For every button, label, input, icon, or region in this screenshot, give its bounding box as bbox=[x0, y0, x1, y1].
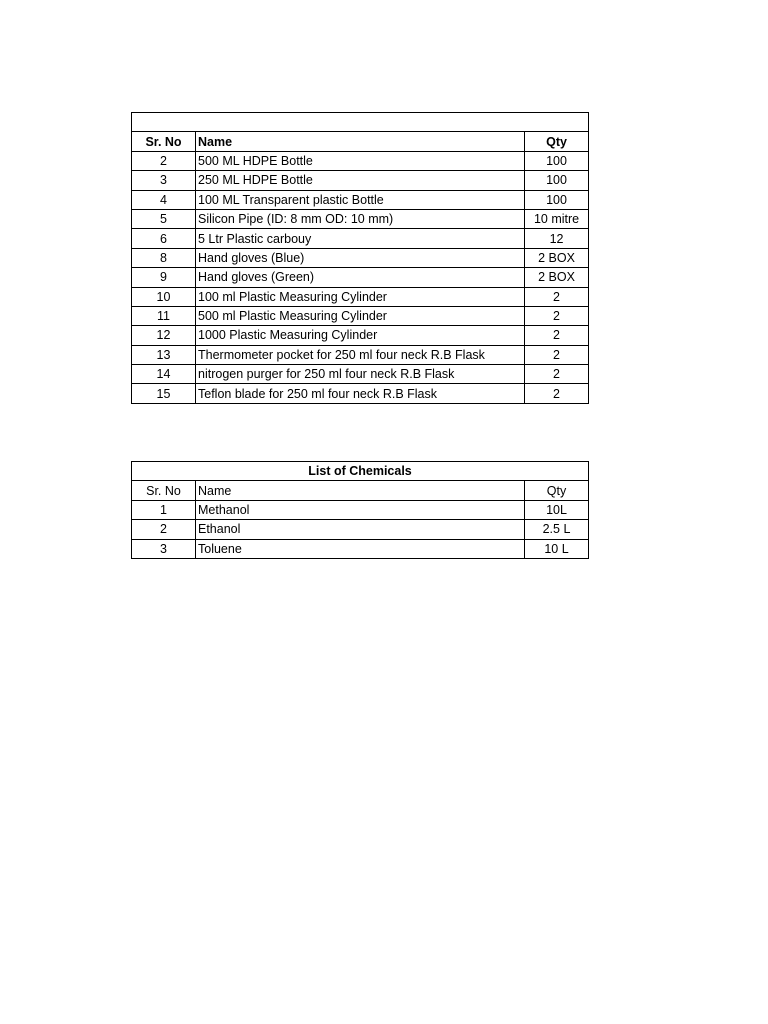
cell-sr-no: 13 bbox=[132, 345, 196, 364]
cell-name: 1000 Plastic Measuring Cylinder bbox=[196, 326, 525, 345]
cell-sr-no: 11 bbox=[132, 306, 196, 325]
table-row bbox=[132, 365, 589, 384]
chemicals-table bbox=[131, 461, 589, 559]
table-row bbox=[132, 248, 589, 267]
header-sr-no: Sr. No bbox=[132, 481, 196, 500]
header-name: Name bbox=[196, 481, 525, 500]
cell-qty: 2 bbox=[525, 365, 589, 384]
cell-name: Silicon Pipe (ID: 8 mm OD: 10 mm) bbox=[196, 209, 525, 228]
equipment-table bbox=[131, 112, 589, 404]
cell-qty: 2 BOX bbox=[525, 248, 589, 267]
cell-qty: 10 L bbox=[525, 539, 589, 558]
cell-sr-no: 8 bbox=[132, 248, 196, 267]
header-sr-no: Sr. No bbox=[132, 132, 196, 151]
header-qty: Qty bbox=[525, 132, 589, 151]
chemicals-table-title-row bbox=[132, 462, 589, 481]
cell-name: Methanol bbox=[196, 500, 525, 519]
table-row bbox=[132, 268, 589, 287]
cell-name: 5 Ltr Plastic carbouy bbox=[196, 229, 525, 248]
cell-name: Hand gloves (Blue) bbox=[196, 248, 525, 267]
cell-qty: 100 bbox=[525, 171, 589, 190]
cell-qty: 12 bbox=[525, 229, 589, 248]
table-row bbox=[132, 384, 589, 403]
header-name: Name bbox=[196, 132, 525, 151]
cell-qty: 10L bbox=[525, 500, 589, 519]
cell-qty: 10 mitre bbox=[525, 209, 589, 228]
table-row bbox=[132, 190, 589, 209]
equipment-table-header-row bbox=[132, 132, 589, 151]
cell-sr-no: 9 bbox=[132, 268, 196, 287]
cell-qty: 2 bbox=[525, 287, 589, 306]
cell-qty: 2.5 L bbox=[525, 520, 589, 539]
table-row bbox=[132, 229, 589, 248]
chemicals-table-title: List of Chemicals bbox=[132, 462, 589, 481]
cell-name: 500 ml Plastic Measuring Cylinder bbox=[196, 306, 525, 325]
cell-name: 100 ml Plastic Measuring Cylinder bbox=[196, 287, 525, 306]
cell-name: Ethanol bbox=[196, 520, 525, 539]
cell-sr-no: 3 bbox=[132, 539, 196, 558]
table-row bbox=[132, 345, 589, 364]
cell-name: Thermometer pocket for 250 ml four neck R.B Flask bbox=[196, 345, 525, 364]
table-row bbox=[132, 209, 589, 228]
cell-name: 100 ML Transparent plastic Bottle bbox=[196, 190, 525, 209]
cell-sr-no: 15 bbox=[132, 384, 196, 403]
cell-name: Hand gloves (Green) bbox=[196, 268, 525, 287]
cell-sr-no: 2 bbox=[132, 520, 196, 539]
cell-sr-no: 1 bbox=[132, 500, 196, 519]
cell-qty: 100 bbox=[525, 151, 589, 170]
equipment-table-title-row bbox=[132, 113, 589, 132]
cell-sr-no: 5 bbox=[132, 209, 196, 228]
table-row bbox=[132, 151, 589, 170]
chemicals-table-header-row bbox=[132, 481, 589, 500]
cell-sr-no: 10 bbox=[132, 287, 196, 306]
cell-sr-no: 14 bbox=[132, 365, 196, 384]
cell-name: Toluene bbox=[196, 539, 525, 558]
cell-sr-no: 2 bbox=[132, 151, 196, 170]
cell-qty: 2 bbox=[525, 384, 589, 403]
cell-qty: 2 bbox=[525, 306, 589, 325]
cell-qty: 100 bbox=[525, 190, 589, 209]
table-row bbox=[132, 326, 589, 345]
cell-sr-no: 6 bbox=[132, 229, 196, 248]
cell-sr-no: 3 bbox=[132, 171, 196, 190]
cell-name: 500 ML HDPE Bottle bbox=[196, 151, 525, 170]
table-row bbox=[132, 287, 589, 306]
cell-name: nitrogen purger for 250 ml four neck R.B Flask bbox=[196, 365, 525, 384]
cell-sr-no: 12 bbox=[132, 326, 196, 345]
cell-sr-no: 4 bbox=[132, 190, 196, 209]
equipment-table-title bbox=[132, 113, 589, 132]
cell-qty: 2 BOX bbox=[525, 268, 589, 287]
cell-qty: 2 bbox=[525, 326, 589, 345]
table-row bbox=[132, 539, 589, 558]
table-row bbox=[132, 306, 589, 325]
header-qty: Qty bbox=[525, 481, 589, 500]
cell-name: 250 ML HDPE Bottle bbox=[196, 171, 525, 190]
table-row bbox=[132, 500, 589, 519]
cell-qty: 2 bbox=[525, 345, 589, 364]
table-row bbox=[132, 520, 589, 539]
table-row bbox=[132, 171, 589, 190]
cell-name: Teflon blade for 250 ml four neck R.B Flask bbox=[196, 384, 525, 403]
